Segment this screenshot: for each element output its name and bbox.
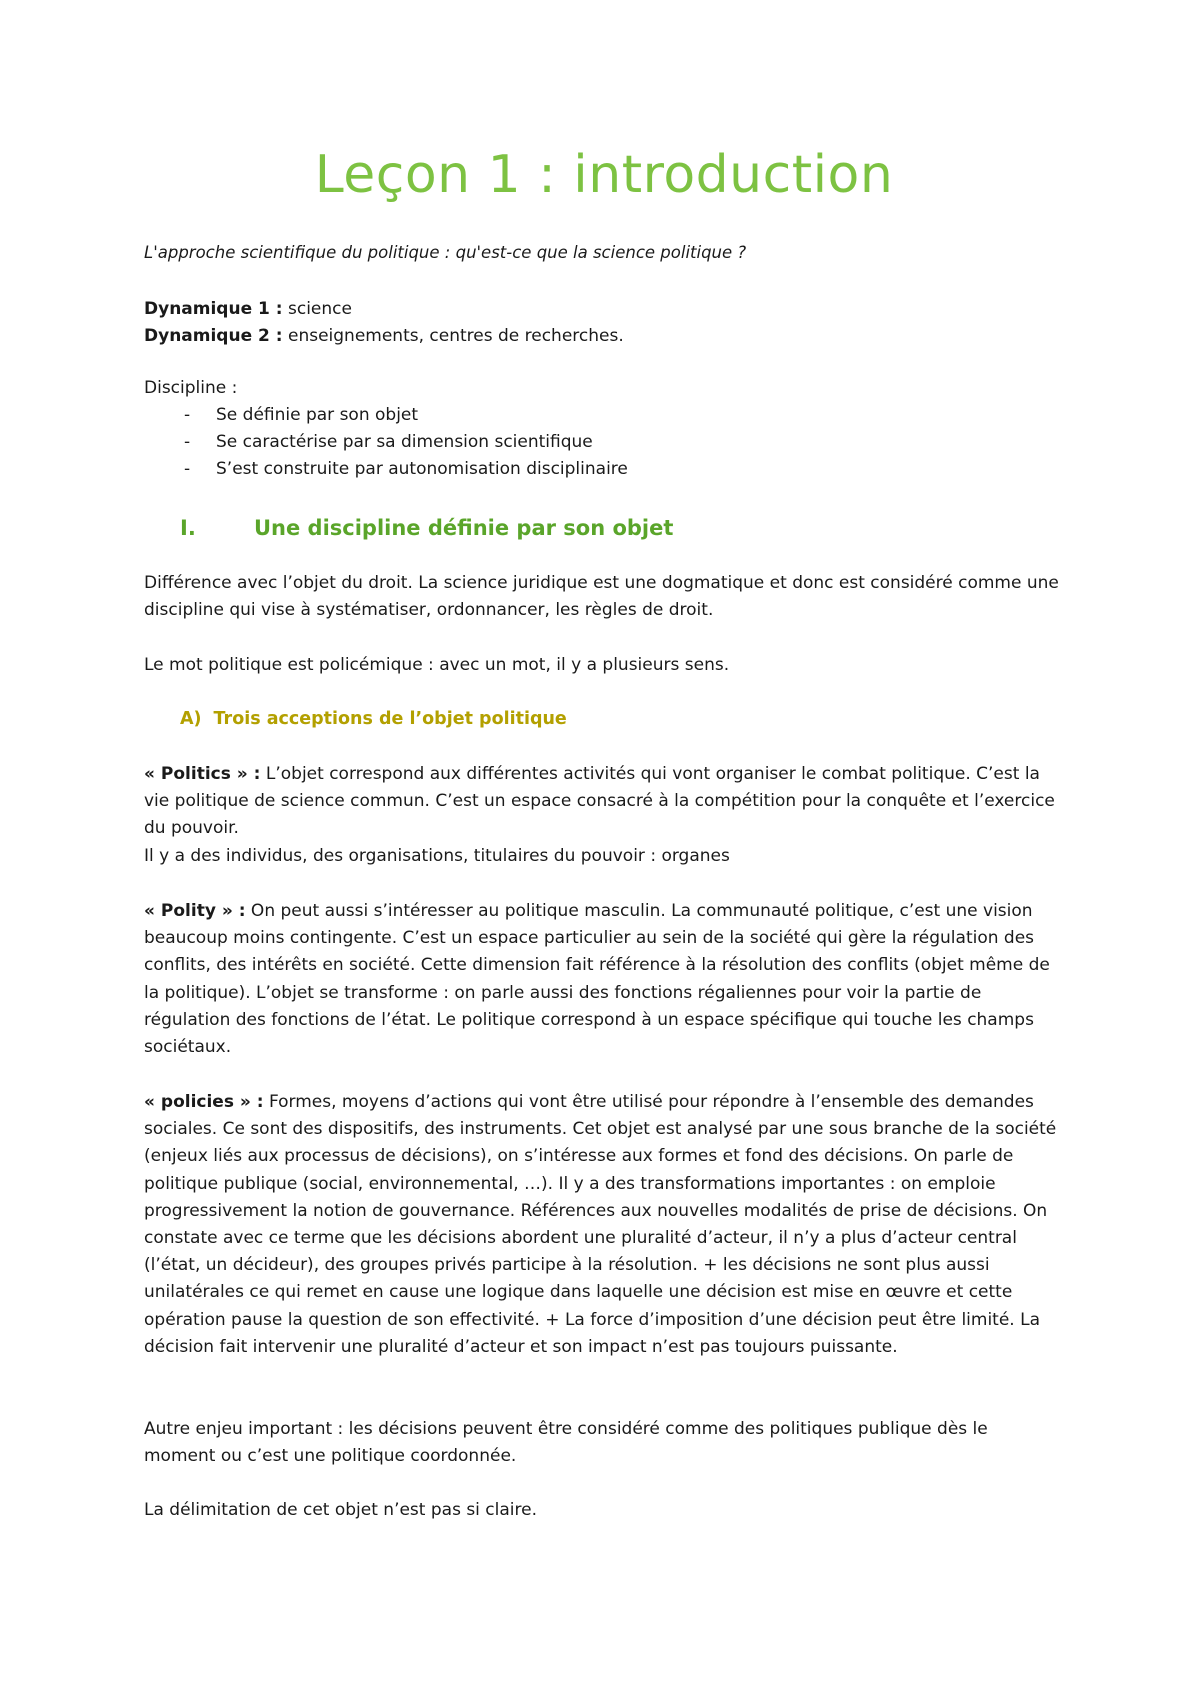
dynamic-2 bbox=[144, 323, 1064, 350]
section-a-number: A) bbox=[180, 709, 202, 729]
discipline-heading: Discipline : bbox=[144, 378, 238, 398]
list-item: - S’est construite par autonomisation disciplinaire bbox=[184, 459, 628, 480]
paragraph-mot: Le mot politique est policémique : avec un mot, il y a plusieurs sens. bbox=[144, 655, 730, 675]
dynamic-1-text: science bbox=[287, 299, 352, 319]
discipline-list bbox=[184, 402, 628, 484]
subtitle: L'approche scientifique du politique : qu'est-ce que la science politique ? bbox=[144, 243, 747, 262]
section-1-title: Une discipline définie par son objet bbox=[254, 516, 674, 540]
section-1-number: I. bbox=[180, 516, 196, 540]
politics-text: L’objet correspond aux différentes activités qui vont organiser le combat politique. C’est la vie politique de science commun. C’est un espace consacré à la compétition pour la conquête et l’exercice du pouvoir. bbox=[144, 764, 1055, 839]
dynamic-1-label: Dynamique 1 : bbox=[144, 299, 283, 319]
politics-line2: Il y a des individus, des organisations, titulaires du pouvoir : organes bbox=[144, 845, 730, 866]
politics-label: « Politics » : bbox=[144, 764, 261, 784]
list-item: - Se définie par son objet bbox=[184, 405, 419, 425]
politics-paragraph bbox=[144, 761, 1064, 843]
list-item: - Se caractérise par sa dimension scientifique bbox=[184, 432, 593, 453]
dynamics-block bbox=[144, 296, 1064, 350]
policies-paragraph bbox=[144, 1089, 1064, 1361]
politics-block bbox=[144, 761, 1064, 870]
polity-text: On peut aussi s’intéresser au politique masculin. La communauté politique, c’est une vision beaucoup moins contingente. C’est un espace particulier au sein de la société qui gère la régulation des conflits, des intérêts en société. Cette dimension fait référence à la résolution des conflits (objet même de la politique). L’objet se transforme : on parle aussi des fonctions régaliennes pour voir la partie de régulation des fonctions de l’état. Le politique correspond à un espace spécifique qui touche les champs sociétaux. bbox=[144, 901, 1050, 1058]
page-title: Leçon 1 : introduction bbox=[314, 145, 894, 205]
policies-text: Formes, moyens d’actions qui vont être utilisé pour répondre à l’ensemble des demandes sociales. Ce sont des dispositifs, des instruments. Cet objet est analysé par une sous branche de la société (enjeux liés aux processus de décisions), on s’intéresse aux formes et fond des décisions. On parle de politique publique (social, environnemental, …). Il y a des transformations importantes : on emploie progressivement la notion de gouvernance. Références aux nouvelles modalités de prise de décisions. On constate avec ce terme que les décisions abordent une pluralité d’acteur, il n’y a plus d’acteur central (l’état, un décideur), des groupes privés participe à la résolution. + les décisions ne sont plus aussi unilatérales ce qui remet en cause une logique dans laquelle une décision est mise en œuvre et cette opération pause la question de son effectivité. + La force d’imposition d’une décision peut être limité. La décision fait intervenir une pluralité d’acteur et son impact n’est pas toujours puissante. bbox=[144, 1092, 1057, 1357]
paragraph-final: La délimitation de cet objet n’est pas si claire. bbox=[144, 1500, 538, 1520]
paragraph-droit: Différence avec l’objet du droit. La science juridique est une dogmatique et donc est considéré comme une discipline qui vise à systématiser, ordonnancer, les règles de droit. bbox=[144, 573, 1059, 621]
section-a-heading bbox=[180, 706, 567, 733]
dynamic-2-text: enseignements, centres de recherches. bbox=[287, 326, 624, 347]
polity-label: « Polity » : bbox=[144, 901, 246, 921]
policies-label: « policies » : bbox=[144, 1092, 264, 1112]
dynamic-1 bbox=[144, 296, 1064, 323]
paragraph-enjeu: Autre enjeu important : les décisions peuvent être considéré comme des politiques publique dès le moment ou c’est une politique coordonnée. bbox=[144, 1419, 988, 1467]
polity-paragraph bbox=[144, 898, 1064, 1061]
section-a-title: Trois acceptions de l’objet politique bbox=[213, 709, 567, 729]
dynamic-2-label: Dynamique 2 : bbox=[144, 326, 283, 347]
